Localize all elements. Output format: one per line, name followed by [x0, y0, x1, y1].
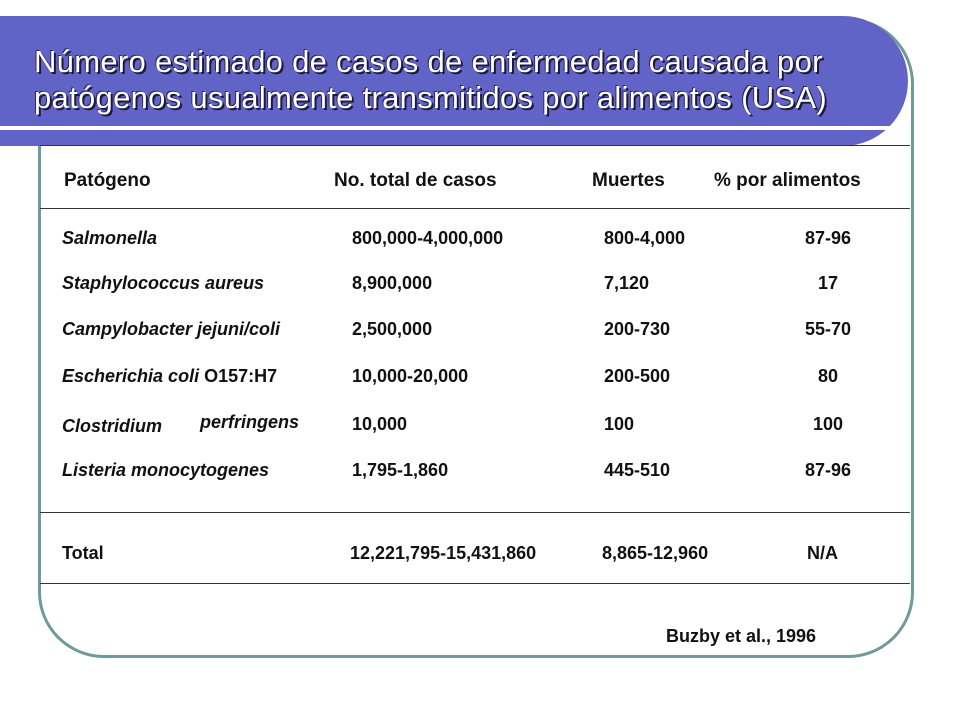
row-deaths: 200-730: [604, 319, 671, 339]
row-pathogen: Listeria monocytogenes: [62, 460, 270, 480]
row-pathogen-group: [62, 366, 277, 387]
row-cases: 10,000-20,000: [352, 366, 469, 386]
row-deaths: 200-500: [604, 366, 671, 386]
header-cases: No. total de casos: [334, 170, 497, 191]
total-top-rule: [40, 512, 910, 513]
title-underline: [0, 126, 908, 130]
row-deaths: 800-4,000: [604, 228, 686, 248]
row-pct: 17: [818, 273, 839, 293]
row-cases: 2,500,000: [352, 319, 433, 339]
total-pct: N/A: [807, 543, 838, 563]
header-pct: % por alimentos: [714, 170, 861, 191]
row-pathogen-species: perfringens: [200, 412, 300, 432]
row-pathogen: Campylobacter jejuni/coli: [62, 319, 281, 339]
row-pct: 87-96: [805, 460, 852, 480]
row-deaths: 100: [604, 414, 635, 434]
row-pct: 55-70: [805, 319, 852, 339]
row-cases: 10,000: [352, 414, 408, 434]
row-pct: 87-96: [805, 228, 852, 248]
row-pathogen: Salmonella: [62, 228, 158, 248]
header-deaths: Muertes: [592, 170, 665, 191]
total-cases: 12,221,795-15,431,860: [350, 543, 537, 563]
header-pathogen: Patógeno: [64, 170, 151, 191]
title-line-2: patógenos usualmente transmitidos por alimentos (USA): [34, 80, 828, 115]
total-bottom-rule: [40, 583, 910, 584]
row-pct: 100: [813, 414, 844, 434]
row-cases: 8,900,000: [352, 273, 433, 293]
total-label: Total: [62, 543, 104, 563]
row-pathogen-serotype: O157:H7: [204, 366, 278, 386]
row-pct: 80: [818, 366, 839, 386]
row-pathogen: Escherichia coli: [62, 366, 200, 386]
row-pathogen: Clostridium: [62, 416, 163, 436]
row-deaths: 7,120: [604, 273, 650, 293]
citation: Buzby et al., 1996: [666, 626, 817, 646]
row-deaths: 445-510: [604, 460, 671, 480]
slide-title: [34, 44, 884, 116]
title-line-1: Número estimado de casos de enfermedad causada por: [34, 44, 823, 79]
row-cases: 800,000-4,000,000: [352, 228, 504, 248]
header-top-rule: [40, 145, 910, 146]
row-cases: 1,795-1,860: [352, 460, 449, 480]
row-pathogen: Staphylococcus aureus: [62, 273, 265, 293]
total-deaths: 8,865-12,960: [602, 543, 709, 563]
header-bottom-rule: [40, 208, 910, 209]
